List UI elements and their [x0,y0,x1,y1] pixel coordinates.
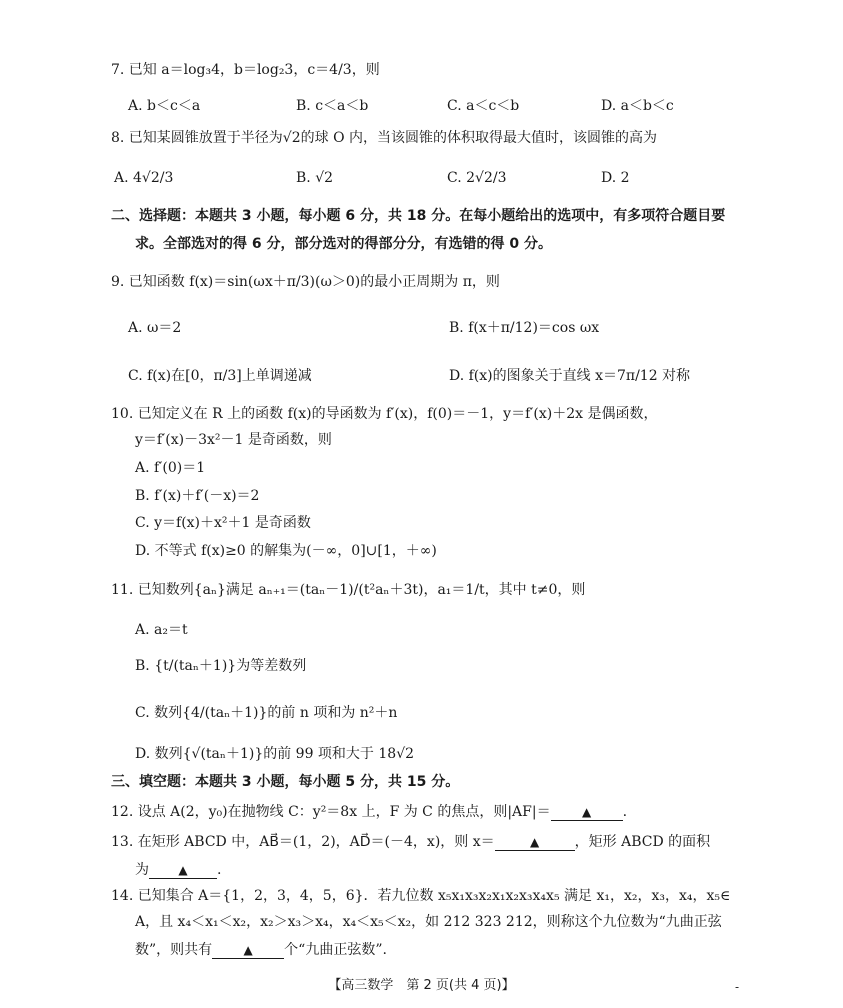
q10-stem: 10. 已知定义在 R 上的函数 f(x)的导函数为 f′(x)，f(0)＝－1，y＝f′(x)＋2x 是偶函数， [111,406,658,422]
q13 [111,832,710,852]
corner-mark: - [735,980,740,994]
triangle-icon: ▲ [243,943,253,957]
q11-option-d: D. 数列{√(taₙ＋1)}的前 99 项和大于 18√2 [135,746,415,762]
q14-stem: 14. 已知集合 A＝{1，2，3，4，5，6}．若九位数 x₅x₁x₃x₂x₁x₂x₃x₄x₅ 满足 x₁，x₂，x₃，x₄，x₅∈ [111,888,731,904]
q9-option-c: C. f(x)在[0，π/3]上单调递减 [128,368,312,384]
triangle-icon: ▲ [178,863,188,877]
q10-option-d: D. 不等式 f(x)≥0 的解集为(－∞，0]∪[1，＋∞) [135,543,437,559]
q14-stem-end [135,940,387,960]
q8-option-b: B. √2 [296,170,334,186]
q7-option-b: B. c＜a＜b [296,98,369,114]
page-footer: 【高三数学 第 2 页(共 4 页)】 [328,978,515,993]
triangle-icon: ▲ [530,835,540,849]
q8-stem: 8. 已知某圆锥放置于半径为√2的球 O 内，当该圆锥的体积取得最大值时，该圆锥的高为 [111,130,658,146]
q9-option-d: D. f(x)的图象关于直线 x＝7π/12 对称 [449,368,691,384]
q9-stem: 9. 已知函数 f(x)＝sin(ωx＋π/3)(ω＞0)的最小正周期为 π，则 [111,274,500,290]
q13-answer-blank-1 [495,834,575,851]
q9-option-b: B. f(x＋π/12)＝cos ωx [449,320,600,336]
q7-option-d: D. a＜b＜c [601,98,674,114]
q8-option-d: D. 2 [601,170,630,186]
q12-end: . [622,804,628,820]
q7-option-c: C. a＜c＜b [447,98,520,114]
q13-cont [135,860,221,880]
q8-option-a: A. 4√2/3 [114,170,174,186]
q14-end: 个“九曲正弦数”. [284,942,387,958]
section-2-heading-cont: 求。全部选对的得 6 分，部分选对的得部分分，有选错的得 0 分。 [135,236,552,252]
q12-answer-blank [551,804,623,821]
q13-answer-blank-2 [149,862,217,879]
q10-option-a: A. f′(0)＝1 [135,460,206,476]
section-2-heading: 二、选择题：本题共 3 小题，每小题 6 分，共 18 分。在每小题给出的选项中，有多项符合题目要 [111,208,726,224]
q13-text-mid: ，矩形 ABCD 的面积 [574,834,711,850]
q14-stem-cont: A，且 x₄＜x₁＜x₂，x₂＞x₃＞x₄，x₄＜x₅＜x₂，如 212 323 212，则称这个九位数为“九曲正弦 [135,914,722,930]
q10-stem-cont: y＝f′(x)－3x²－1 是奇函数，则 [135,432,332,448]
q7-stem: 7. 已知 a＝log₃4，b＝log₂3，c＝4/3，则 [111,62,380,78]
q12 [111,802,627,822]
q10-option-b: B. f′(x)＋f′(－x)＝2 [135,488,260,504]
section-3-heading: 三、填空题：本题共 3 小题，每小题 5 分，共 15 分。 [111,774,460,790]
q11-option-c: C. 数列{4/(taₙ＋1)}的前 n 项和为 n²＋n [135,705,398,721]
q12-text: 12. 设点 A(2，y₀)在抛物线 C：y²＝8x 上，F 为 C 的焦点，则|AF|＝ [111,804,551,820]
q14-text: 数”，则共有 [135,942,213,958]
q14-answer-blank [212,942,284,959]
q11-stem: 11. 已知数列{aₙ}满足 aₙ₊₁＝(taₙ－1)/(t²aₙ＋3t)，a₁＝1/t，其中 t≠0，则 [111,582,586,598]
q10-option-c: C. y＝f(x)＋x²＋1 是奇函数 [135,515,311,531]
q11-option-a: A. a₂＝t [135,622,188,638]
triangle-icon: ▲ [581,805,592,819]
q8-option-c: C. 2√2/3 [447,170,507,186]
q13-text: 13. 在矩形 ABCD 中，AB⃗＝(1，2)，AD⃗＝(－4，x)，则 x＝ [111,834,495,850]
q11-option-b: B. {t/(taₙ＋1)}为等差数列 [135,658,307,674]
q13-end: . [217,862,222,878]
q7-option-a: A. b＜c＜a [128,98,201,114]
q13-text-2: 为 [135,862,149,878]
q9-option-a: A. ω＝2 [128,320,182,336]
